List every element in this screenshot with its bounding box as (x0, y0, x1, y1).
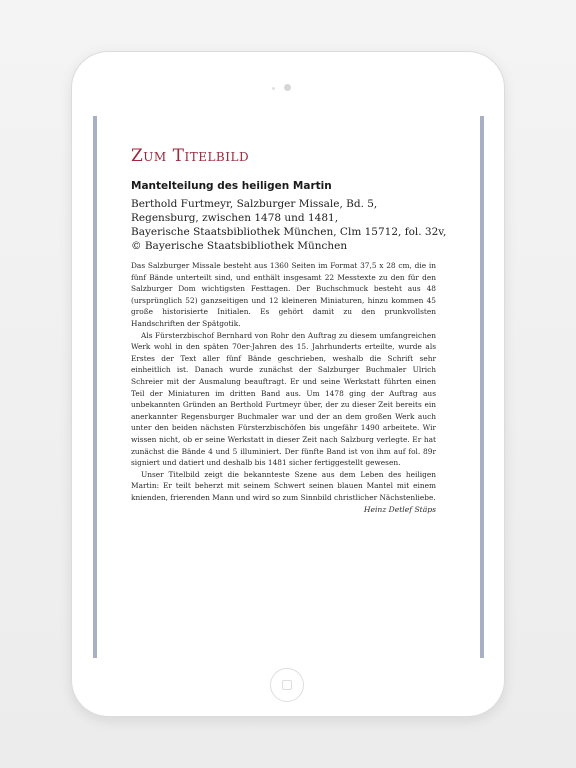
credit-line: Regensburg, zwischen 1478 und 1481, (131, 212, 339, 224)
author-signature: Heinz Detlef Stäps (363, 505, 436, 515)
article (131, 146, 447, 515)
home-button[interactable] (270, 668, 304, 702)
credit-line: Bayerische Staatsbibliothek München, Clm 15712, fol. 32v, (131, 226, 447, 238)
camera-icon (284, 84, 291, 91)
paragraph: Das Salzburger Missale besteht aus 1360 Seiten im Format 37,5 x 28 cm, die in fünf Bände unterteilt sind, und enthält insgesamt 22 Messtexte zu den für den Salzburger Dom wichtigsten Festtagen. Der Buchschmuck besteht aus 48 (ursprünglich 52) ganzseitigen und 12 kleineren Miniaturen, hinzu kommen 45 große historisierte Initialen. Es gehört damit zu den prunkvollsten Handschriften der Spätgotik. (131, 261, 436, 328)
home-button-icon (282, 680, 292, 690)
article-title: Mantelteilung des heiligen Martin (131, 180, 332, 192)
article-body (131, 260, 436, 503)
credit-line: Berthold Furtmeyr, Salzburger Missale, Bd. 5, (131, 198, 378, 210)
image-credits (131, 197, 447, 253)
right-margin-rule (480, 116, 484, 658)
paragraph: Unser Titelbild zeigt die bekannteste Szene aus dem Leben des heiligen Martin: Er teilt beherzt mit seinem Schwert seinen blauen Mantel mit einem knienden, frierenden Mann und wird so zum Sinnbild christlicher Nächstenliebe. (131, 469, 436, 502)
paragraph: Als Fürsterzbischof Bernhard von Rohr den Auftrag zu diesem umfangreichen Werk wohl in den späten 70er-Jahren des 15. Jahrhunderts erteilte, wurde als Erstes der Text aller fünf Bände geschrieben, weshalb die Schrift sehr einheitlich ist. Danach wurde zunächst der Salzburger Buchmaler Ulrich Schreier mit der Ausmalung beauftragt. Er und seine Werkstatt führten einen Teil der Miniaturen im dritten Band aus. Um 1478 ging der Auftrag aus unbekannten Gründen an Berthold Furtmeyr über, der zu dieser Zeit bereits ein anerkannter Regensburger Buchmaler war und der an dem großen Werk auch unter den beiden nächsten Fürsterzbischöfen bis ungefähr 1490 arbeitete. Wir wissen nicht, ob er seine Werkstatt in dieser Zeit nach Salzburg verlegte. Er hat zunächst die Bände 4 und 5 illuminiert. Der fünfte Band ist von ihm auf fol. 89r signiert und datiert und deshalb bis 1481 sicher fertiggestellt gewesen. (131, 330, 436, 468)
document-page[interactable] (93, 116, 484, 658)
sensor-icon (272, 87, 275, 90)
credit-line: © Bayerische Staatsbibliothek München (131, 240, 348, 252)
left-margin-rule (93, 116, 97, 658)
section-title: Zum Titelbild (131, 146, 250, 166)
